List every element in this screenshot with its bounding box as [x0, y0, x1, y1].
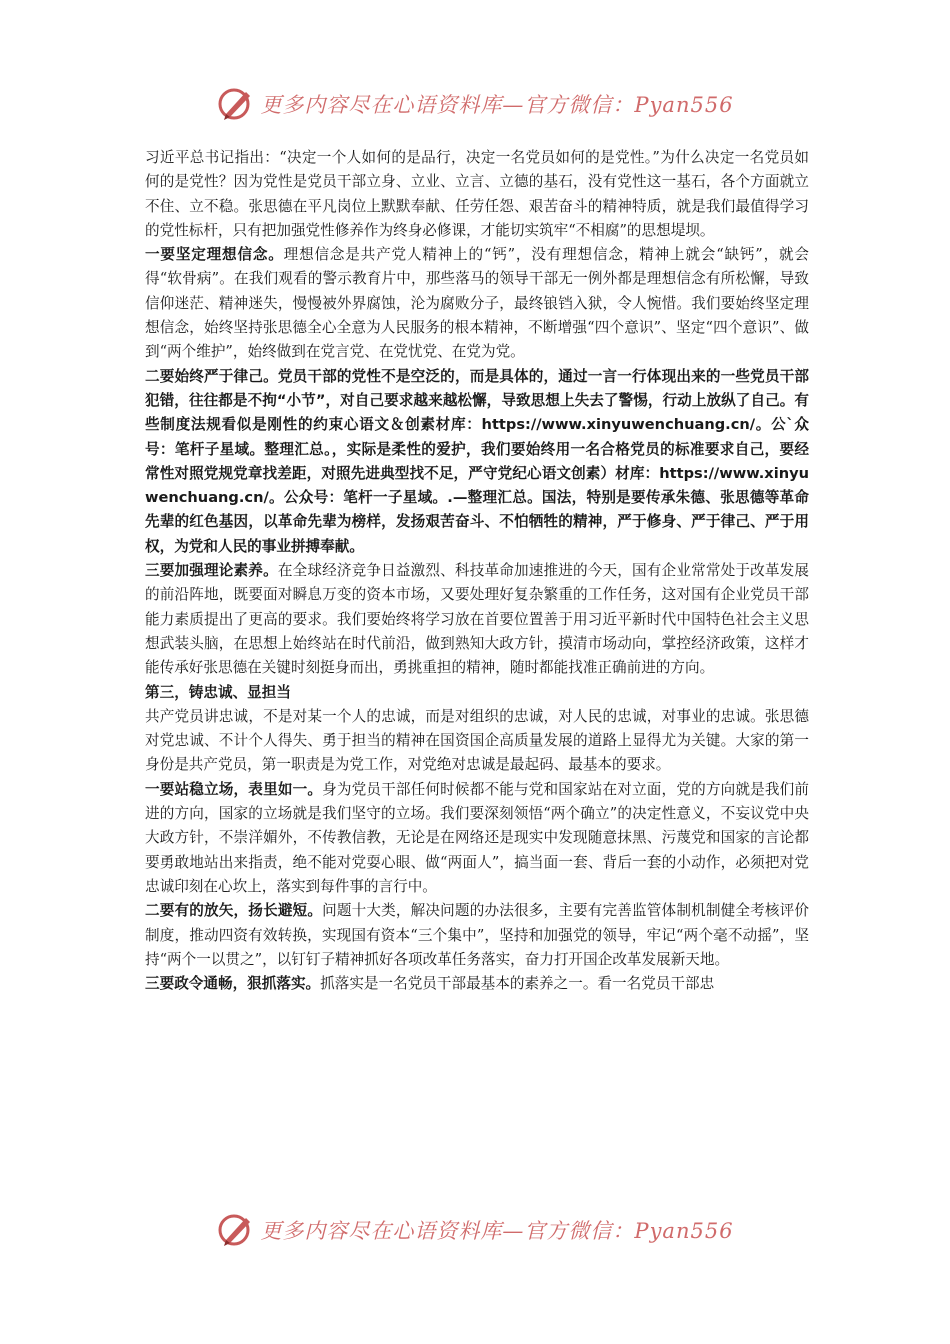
header-banner	[0, 84, 950, 124]
paragraph-stance-body: 身为党员干部任何时候都不能与党和国家站在对立面，党的方向就是我们前进的方向，国家的立场就是我们坚守的立场。我们要深刻领悟“两个确立”的决定性意义，不妄议党中央大政方针，不崇洋媚外，不传教信教，无论是在网络还是现实中发现随意抹黑、污蔑党和国家的言论都要勇敢地站出来指责，绝不能对党耍心眼、做“两面人”，搞当面一套、背后一套的小动作，必须把对党忠诚印刻在心坎上，落实到每件事的言行中。	[145, 780, 809, 895]
section-intro-paragraph: 共产党员讲忠诚，不是对某一个人的忠诚，而是对组织的忠诚，对人民的忠诚，对事业的忠诚。张思德对党忠诚、不计个人得失、勇于担当的精神在国资国企高质量发展的道路上显得尤为关键。大家的第一身份是共产党员，第一职责是为党工作，对党绝对忠诚是最起码、最基本的要求。	[145, 707, 809, 774]
pen-logo-icon	[216, 84, 256, 124]
header-banner-text: 更多内容尽在心语资料库—官方微信：Pyan556	[260, 93, 734, 117]
intro-paragraph: 习近平总书记指出：“决定一个人如何的是品行，决定一名党员如何的是党性。”为什么决定一名党员如何的是党性？因为党性是党员干部立身、立业、立言、立德的基石，没有党性这一基石，各个方面就立不住、立不稳。张思德在平凡岗位上默默奉献、任劳任怨、艰苦奋斗的精神特质，就是我们最值得学习的党性标杆，只有把加强党性修养作为终身必修课，才能切实筑牢“不相腐”的思想堤坝。	[145, 149, 809, 239]
paragraph-stance	[145, 778, 809, 899]
pen-logo-icon	[216, 1210, 256, 1250]
paragraph-ideals-body: 理想信念是共产党人精神上的“钙”，没有理想信念，精神上就会“缺钙”，就会得“软骨病”。在我们观看的警示教育片中，那些落马的领导干部无一例外都是理想信念有所松懈，导致信仰迷茫、精神迷失，慢慢被外界腐蚀，沦为腐败分子，最终锒铛入狱，令人惋惜。我们要始终坚定理想信念，始终坚持张思德全心全意为人民服务的根本精神，不断增强“四个意识”、坚定“四个意识”、做到“两个维护”，始终做到在党言党、在党忧党、在党为党。	[145, 246, 809, 361]
section-heading: 第三，铸忠诚、显担当	[145, 683, 291, 701]
paragraph-ideals-lead: 一要坚定理想信念。	[145, 246, 284, 264]
paragraph-implementation-body: 抓落实是一名党员干部最基本的素养之一。看一名党员干部忠	[320, 975, 715, 993]
paragraph-self-discipline: 二要始终严于律己。党员干部的党性不是空泛的，而是具体的，通过一言一行体现出来的一些党员干部犯错，往往都是不拘“小节”，对自己要求越来越松懈，导致思想上失去了警惕，行动上放纵了自己。有些制度法规看似是刚性的约束心语文＆创素材库：https://www.xinyuwenchuang.cn/。公`众号：笔杆子星域。整理汇总。，实际是柔性的爱护，我们要始终用一名合格党员的标准要求自己，要经常性对照党规党章找差距，对照先进典型找不足，严守党纪心语文创素）材库：https://www.xinyuwenchuang.cn/。公众号：笔杆一子星域。.—整理汇总。国法，特别是要传承朱德、张思德等革命先辈的红色基因，以革命先辈为榜样，发扬艰苦奋斗、不怕牺牲的精神，严于修身、严于律己、严于用权，为党和人民的事业拼搏奉献。	[145, 367, 809, 555]
document-body	[145, 146, 809, 996]
paragraph-theory	[145, 559, 809, 680]
paragraph-implementation	[145, 972, 809, 996]
paragraph-targeted-lead: 二要有的放矢，扬长避短。	[145, 902, 323, 920]
paragraph-stance-lead: 一要站稳立场，表里如一。	[145, 780, 323, 798]
paragraph-implementation-lead: 三要政令通畅，狠抓落实。	[145, 975, 321, 993]
footer-banner	[0, 1210, 950, 1250]
footer-banner-text: 更多内容尽在心语资料库—官方微信：Pyan556	[260, 1219, 734, 1243]
paragraph-theory-lead: 三要加强理论素养。	[145, 562, 278, 580]
paragraph-ideals	[145, 243, 809, 364]
paragraph-targeted	[145, 899, 809, 972]
paragraph-theory-body: 在全球经济竞争日益激烈、科技革命加速推进的今天，国有企业常常处于改革发展的前沿阵地，既要面对瞬息万变的资本市场，又要处理好复杂繁重的工作任务，这对国有企业党员干部能力素质提出了更高的要求。我们要始终将学习放在首要位置善于用习近平新时代中国特色社会主义思想武装头脑，在思想上始终站在时代前沿，做到熟知大政方针，摸清市场动向，掌控经济政策，这样才能传承好张思德在关键时刻挺身而出，勇挑重担的精神，随时都能找准正确前进的方向。	[145, 562, 809, 677]
paragraph-targeted-body: 问题十大类，解决问题的办法很多，主要有完善监管体制机制健全考核评价制度，推动四资有效转换，实现国有资本“三个集中”，坚持和加强党的领导，牢记“两个毫不动摇”，坚持“两个一以贯之”，以钉钉子精神抓好各项改革任务落实，奋力打开国企改革发展新天地。	[145, 902, 809, 968]
